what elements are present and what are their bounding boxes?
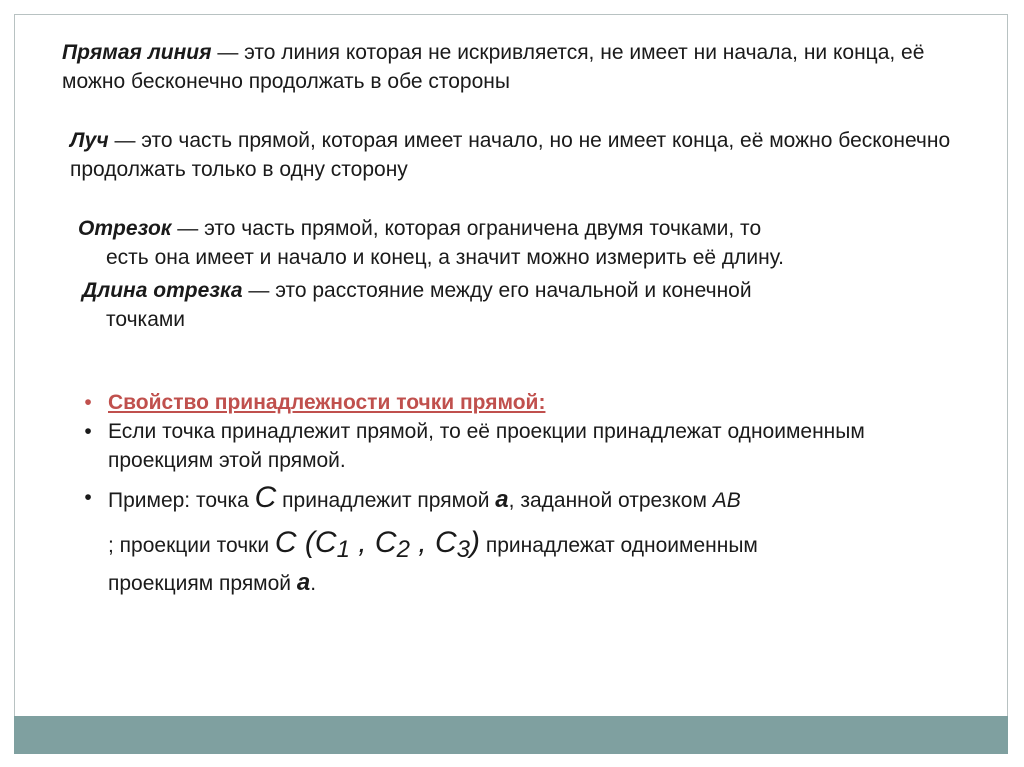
term-straight-line: Прямая линия [62,41,212,64]
term-ray: Луч [70,129,109,152]
list-item-rule [78,417,958,475]
projection-sep: , C [409,526,457,559]
term-segment-length: Длина отрезка [82,279,243,302]
example-line-1 [108,483,958,515]
list-item-property-title [78,388,958,417]
definition-segment-length [82,276,982,334]
bullet-icon: • [84,420,92,443]
example-text: принадлежат одноименным [479,534,758,557]
rule-text: Если точка принадлежит прямой, то её проекции принадлежат одноименным проекциям этой прямой. [108,420,865,472]
term-segment: Отрезок [78,217,172,240]
line-symbol: a [495,486,509,513]
definition-text: — это часть прямой, которая ограничена двумя точками, то [171,217,762,240]
bullet-icon: • [84,486,92,509]
definition-ray [70,126,970,184]
example-line-2 [108,525,958,568]
definition-text-continued: есть она имеет и начало и конец, а значит можно измерить её длину. [106,246,784,269]
subscript-2: 2 [396,536,410,564]
list-item-example [78,483,958,598]
example-text: принадлежит прямой [276,489,496,512]
definition-segment [78,214,978,272]
definition-straight-line [62,38,992,96]
definition-text: — это расстояние между его начальной и конечной [242,279,752,302]
projection-close: ) [469,526,480,559]
projection-open: (C [296,526,337,559]
property-title: Свойство принадлежности точки прямой: [108,391,546,414]
definition-text-continued: точками [106,308,186,331]
example-text: проекциям прямой [108,572,297,596]
point-symbol: C [254,481,277,514]
slide-frame [14,14,1008,754]
line-symbol: a [296,569,311,597]
bullet-icon: • [84,391,92,414]
bullet-list [78,388,958,598]
subscript-3: 3 [456,536,470,564]
example-text: Пример: точка [108,489,255,512]
example-text: , заданной отрезком [508,489,713,512]
projection-sep: , C [349,526,397,559]
segment-symbol: AB [712,489,741,512]
definition-text: — это линия которая не искривляется, не имеет ни начала, ни конца, её можно бесконечно продолжать в обе стороны [62,41,925,93]
example-line-3 [108,568,958,598]
slide-bottom-bar [14,716,1008,754]
subscript-1: 1 [336,536,350,564]
definition-text: — это часть прямой, которая имеет начало, но не имеет конца, её можно бесконечно продолжать только в одну сторону [70,129,951,181]
example-text: . [310,572,317,596]
example-text: ; проекции точки [108,534,275,557]
point-symbol: C [274,526,297,559]
